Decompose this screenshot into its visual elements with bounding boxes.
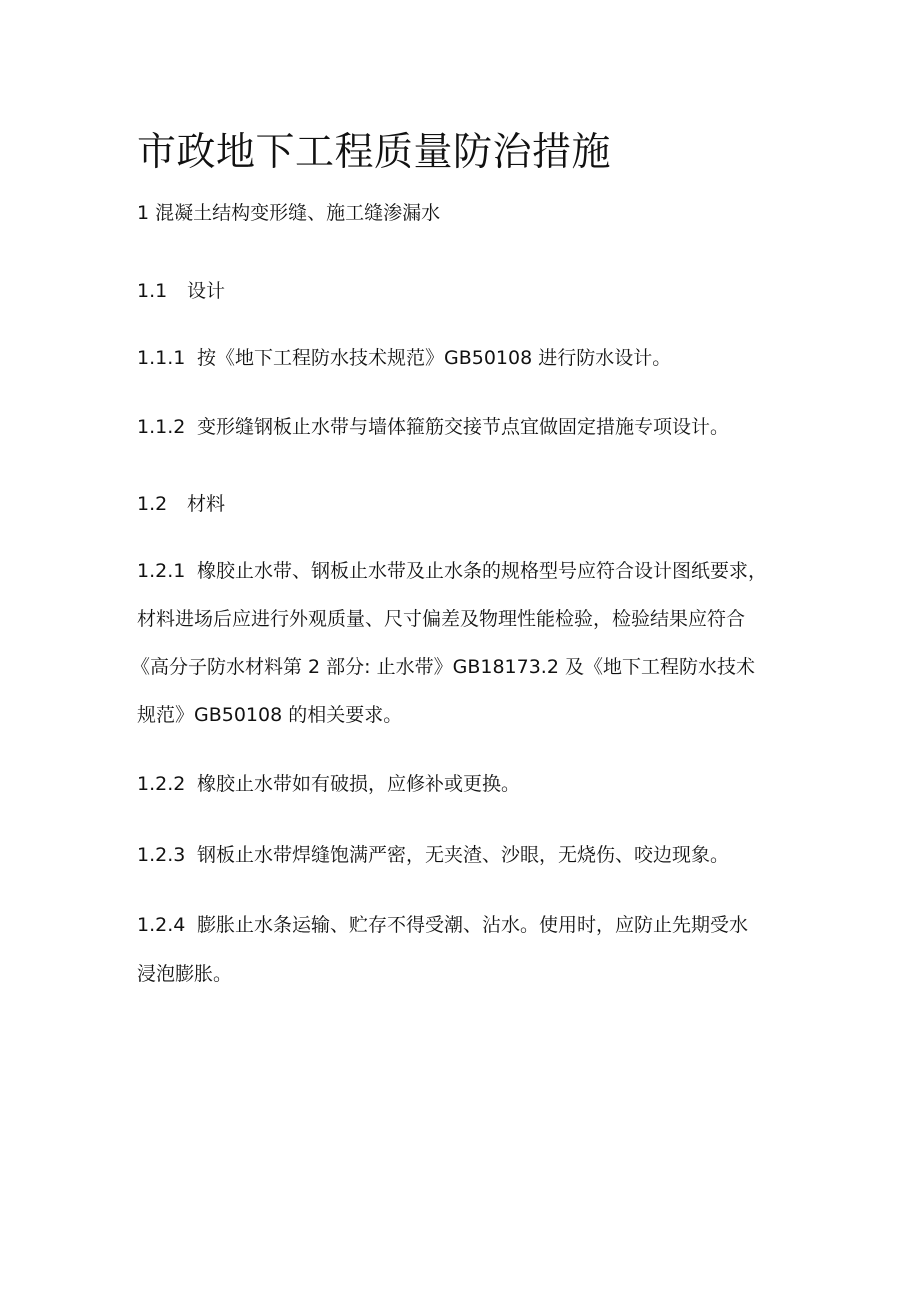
clause-text: 材料: [187, 493, 226, 515]
section-heading-1-text: 1 混凝土结构变形缝、施工缝渗漏水: [137, 202, 441, 224]
clause-text: 设计: [187, 280, 226, 302]
clause-1-2-1-line-3: 《高分子防水材料第 2 部分: 止水带》GB18173.2 及《地下工程防水技术: [131, 656, 755, 678]
clause-1-2-1-line-1: [137, 556, 767, 586]
clause-number: 1.1: [137, 280, 168, 302]
clause-number: 1.1.2: [137, 416, 186, 438]
clause-1-2-1-line-4: 规范》GB50108 的相关要求。: [137, 704, 403, 726]
clause-text: 膨胀止水条运输、贮存不得受潮、沾水。使用时，应防止先期受水: [197, 914, 749, 936]
clause-1-2-2: [137, 769, 520, 799]
clause-number: 1.2.4: [137, 914, 186, 936]
clause-number: 1.2: [137, 493, 168, 515]
clause-1-2-1-line-2: 材料进场后应进行外观质量、尺寸偏差及物理性能检验，检验结果应符合: [137, 608, 746, 630]
section-heading-1: [137, 198, 440, 228]
clause-text: 橡胶止水带如有破损，应修补或更换。: [197, 773, 521, 795]
document-title: 市政地下工程质量防治措施: [137, 130, 612, 175]
clause-text: 橡胶止水带、钢板止水带及止水条的规格型号应符合设计图纸要求，: [197, 560, 768, 582]
clause-1-2-4-line-2: 浸泡膨胀。: [137, 963, 233, 985]
clause-number: 1.2.3: [137, 844, 186, 866]
clause-1-1-1: [137, 343, 671, 373]
clause-text: 按《地下工程防水技术规范》GB50108 进行防水设计。: [197, 347, 672, 369]
clause-text: 变形缝钢板止水带与墙体箍筋交接节点宜做固定措施专项设计。: [197, 416, 730, 438]
clause-1-1-2: [137, 412, 729, 442]
subsection-heading-1-1: [137, 276, 225, 306]
clause-1-2-3: [137, 840, 729, 870]
clause-number: 1.1.1: [137, 347, 186, 369]
clause-number: 1.2.2: [137, 773, 186, 795]
subsection-heading-1-2: [137, 489, 225, 519]
clause-number: 1.2.1: [137, 560, 186, 582]
clause-1-2-4-line-1: [137, 910, 748, 940]
clause-text: 钢板止水带焊缝饱满严密，无夹渣、沙眼，无烧伤、咬边现象。: [197, 844, 730, 866]
